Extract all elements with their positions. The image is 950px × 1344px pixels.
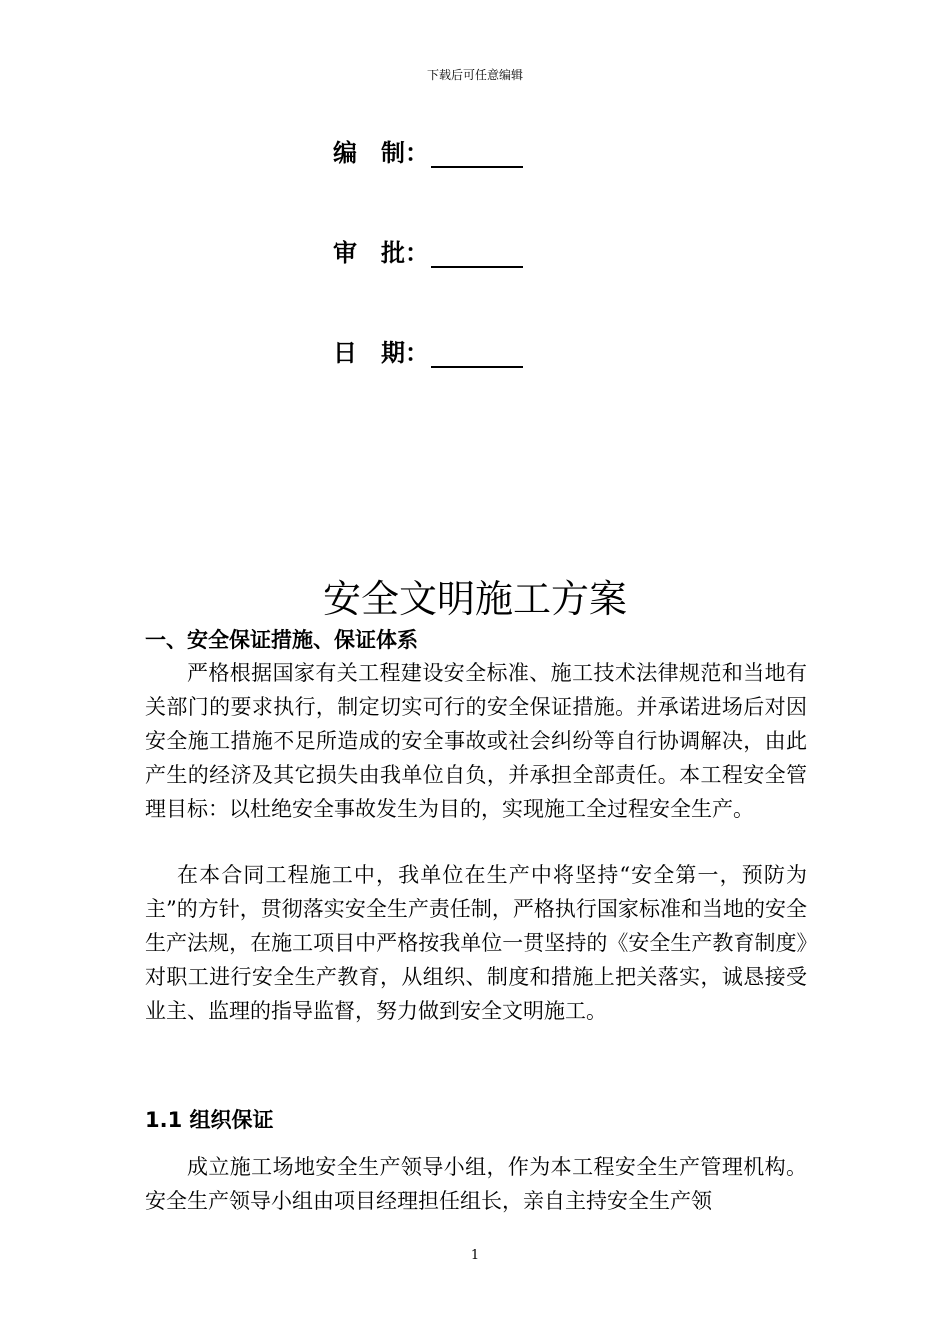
page-header-note: 下载后可任意编辑: [426, 68, 523, 82]
section-heading-1: 一、安全保证措施、保证体系: [145, 628, 418, 652]
signature-row-compile: [333, 128, 523, 168]
paragraph-2: 在本合同工程施工中，我单位在生产中将坚持“安全第一，预防为主”的方针，贯彻落实安全生产责任制，严格执行国家标准和当地的安全生产法规，在施工项目中严格按我单位一贯坚持的《安全生产教育制度》对职工进行安全生产教育，从组织、制度和措施上把关落实，诚恳接受业主、监理的指导监督，努力做到安全文明施工。: [145, 863, 807, 1023]
document-title: 安全文明施工方案: [322, 577, 627, 621]
signature-blank-compile: [431, 140, 523, 168]
section-heading-1-1: 1.1 组织保证: [145, 1108, 274, 1132]
page-number: 1: [470, 1248, 480, 1263]
signature-row-date: [333, 328, 523, 368]
paragraph-3: 成立施工场地安全生产领导小组，作为本工程安全生产管理机构。安全生产领导小组由项目经理担任组长，亲自主持安全生产领: [145, 1155, 807, 1213]
signature-label-approve: 审 批：: [333, 239, 429, 267]
signature-row-approve: [333, 228, 523, 268]
signature-blank-approve: [431, 240, 523, 268]
paragraph-1: 严格根据国家有关工程建设安全标准、施工技术法律规范和当地有关部门的要求执行，制定切实可行的安全保证措施。并承诺进场后对因安全施工措施不足所造成的安全事故或社会纠纷等自行协调解决，由此产生的经济及其它损失由我单位自负，并承担全部责任。本工程安全管理目标：以杜绝安全事故发生为目的，实现施工全过程安全生产。: [145, 661, 807, 821]
signature-label-date: 日 期：: [333, 339, 429, 367]
signature-blank-date: [431, 340, 523, 368]
signature-label-compile: 编 制：: [333, 139, 429, 167]
